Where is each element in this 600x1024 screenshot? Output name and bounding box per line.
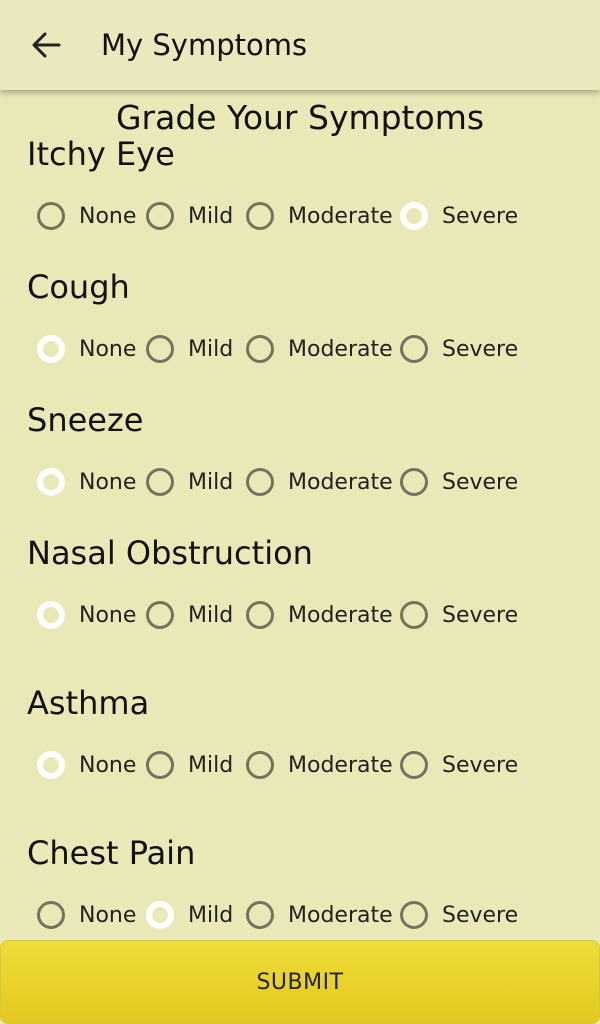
grade-option-mild[interactable] xyxy=(146,329,233,369)
grade-option-mild[interactable] xyxy=(146,462,233,502)
option-label: Severe xyxy=(442,469,519,495)
radio-button[interactable] xyxy=(246,468,274,496)
grade-radio-group xyxy=(0,462,600,502)
option-label: None xyxy=(79,469,137,495)
radio-button[interactable] xyxy=(146,901,174,929)
option-label: None xyxy=(79,902,137,928)
grade-option-moderate[interactable] xyxy=(246,329,393,369)
grade-option-moderate[interactable] xyxy=(246,462,393,502)
radio-button[interactable] xyxy=(146,335,174,363)
radio-button[interactable] xyxy=(37,601,65,629)
radio-button[interactable] xyxy=(246,335,274,363)
grade-option-mild[interactable] xyxy=(146,595,233,635)
symptom-form xyxy=(0,90,600,940)
grade-option-severe[interactable] xyxy=(400,745,518,785)
grade-option-moderate[interactable] xyxy=(246,595,393,635)
option-label: None xyxy=(79,602,137,628)
grade-option-none[interactable] xyxy=(37,462,136,502)
grade-option-moderate[interactable] xyxy=(246,745,393,785)
radio-button[interactable] xyxy=(37,202,65,230)
arrow-left-icon xyxy=(31,32,61,58)
grade-option-none[interactable] xyxy=(37,329,136,369)
option-label: Moderate xyxy=(288,602,393,628)
grade-option-none[interactable] xyxy=(37,196,136,236)
option-label: Severe xyxy=(442,752,519,778)
symptom-name: Sneeze xyxy=(27,401,144,439)
grade-option-moderate[interactable] xyxy=(246,895,393,935)
grade-option-mild[interactable] xyxy=(146,745,233,785)
option-label: Mild xyxy=(188,752,234,778)
radio-button[interactable] xyxy=(246,751,274,779)
symptom-name: Itchy Eye xyxy=(27,135,175,173)
radio-button[interactable] xyxy=(400,601,428,629)
option-label: Mild xyxy=(188,203,234,229)
radio-button[interactable] xyxy=(37,901,65,929)
radio-button[interactable] xyxy=(400,202,428,230)
grade-option-moderate[interactable] xyxy=(246,196,393,236)
grade-option-mild[interactable] xyxy=(146,895,233,935)
back-button[interactable] xyxy=(24,25,68,65)
grade-option-mild[interactable] xyxy=(146,196,233,236)
page-heading: Grade Your Symptoms xyxy=(115,98,485,137)
radio-button[interactable] xyxy=(146,468,174,496)
grade-option-none[interactable] xyxy=(37,595,136,635)
option-label: Mild xyxy=(188,469,234,495)
option-label: Moderate xyxy=(288,902,393,928)
submit-button[interactable]: SUBMIT xyxy=(0,940,600,1024)
symptom-name: Asthma xyxy=(27,684,150,722)
grade-radio-group xyxy=(0,595,600,635)
grade-option-none[interactable] xyxy=(37,895,136,935)
radio-button[interactable] xyxy=(37,468,65,496)
grade-option-none[interactable] xyxy=(37,745,136,785)
option-label: Severe xyxy=(442,203,519,229)
option-label: Severe xyxy=(442,336,519,362)
app-title: My Symptoms xyxy=(101,28,308,62)
grade-option-severe[interactable] xyxy=(400,595,518,635)
app-bar xyxy=(0,0,600,90)
radio-button[interactable] xyxy=(246,601,274,629)
option-label: None xyxy=(79,752,137,778)
option-label: Moderate xyxy=(288,752,393,778)
radio-button[interactable] xyxy=(246,901,274,929)
option-label: Mild xyxy=(188,602,234,628)
grade-radio-group xyxy=(0,745,600,785)
radio-button[interactable] xyxy=(37,335,65,363)
grade-option-severe[interactable] xyxy=(400,196,518,236)
grade-radio-group xyxy=(0,196,600,236)
grade-option-severe[interactable] xyxy=(400,462,518,502)
radio-button[interactable] xyxy=(146,601,174,629)
radio-button[interactable] xyxy=(146,751,174,779)
grade-option-severe[interactable] xyxy=(400,329,518,369)
option-label: Moderate xyxy=(288,203,393,229)
radio-button[interactable] xyxy=(146,202,174,230)
radio-button[interactable] xyxy=(400,335,428,363)
option-label: Mild xyxy=(188,336,234,362)
option-label: Severe xyxy=(442,902,519,928)
radio-button[interactable] xyxy=(400,468,428,496)
grade-option-severe[interactable] xyxy=(400,895,518,935)
radio-button[interactable] xyxy=(246,202,274,230)
option-label: Moderate xyxy=(288,469,393,495)
grade-radio-group xyxy=(0,329,600,369)
option-label: None xyxy=(79,203,137,229)
option-label: Severe xyxy=(442,602,519,628)
option-label: Mild xyxy=(188,902,234,928)
radio-button[interactable] xyxy=(400,751,428,779)
radio-button[interactable] xyxy=(37,751,65,779)
grade-radio-group xyxy=(0,895,600,935)
radio-button[interactable] xyxy=(400,901,428,929)
symptom-name: Cough xyxy=(27,268,130,306)
symptom-name: Nasal Obstruction xyxy=(27,534,313,572)
option-label: Moderate xyxy=(288,336,393,362)
option-label: None xyxy=(79,336,137,362)
symptom-name: Chest Pain xyxy=(27,834,196,872)
